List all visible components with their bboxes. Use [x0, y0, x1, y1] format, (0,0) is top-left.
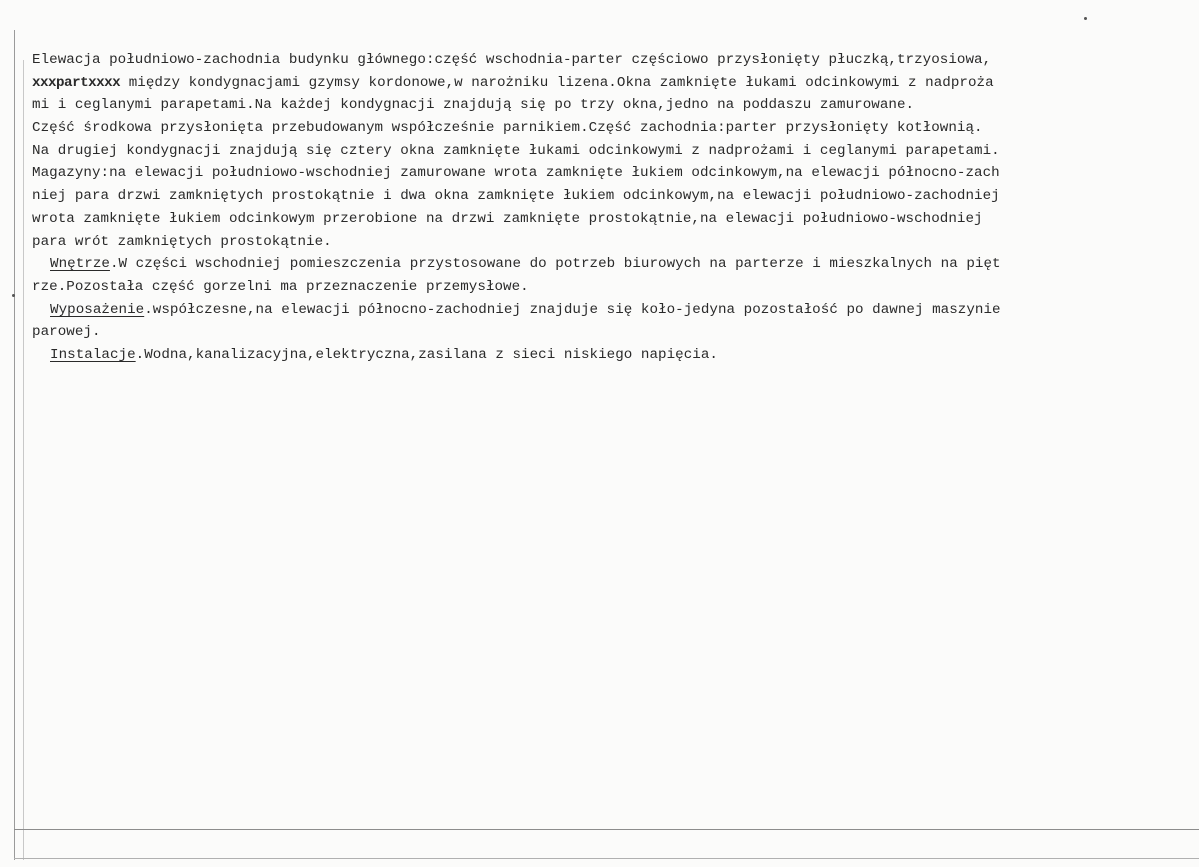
- text-line: Na drugiej kondygnacji znajdują się cztery okna zamknięte łukami odcinkowymi z nadprożami i ceglanymi parapetami.: [32, 142, 1000, 159]
- page-bottom-edge: [14, 858, 1199, 859]
- installations-heading: Instalacje: [50, 346, 136, 363]
- interior-text: .W części wschodniej pomieszczenia przystosowane do potrzeb biurowych na parterze i mieszkalnych na pięt: [109, 256, 1001, 273]
- text-line-content: między kondygnacjami gzymsy kordonowe,w narożniku lizena.Okna zamknięte łukami odcinkowymi z nadproża: [128, 74, 994, 91]
- page-left-edge: [14, 30, 15, 860]
- text-line: Elewacja południowo-zachodnia budynku głównego:część wschodnia-parter częściowo przysłonięty płuczką,trzyosiowa,: [32, 52, 992, 68]
- installations-text: .Wodna,kanalizacyjna,elektryczna,zasilana z sieci niskiego napięcia.: [135, 346, 718, 363]
- margin-speck: [12, 294, 15, 297]
- text-line: mi i ceglanymi parapetami.Na każdej kondygnacji znajdują się po trzy okna,jedno na poddaszu zamurowane.: [32, 97, 915, 114]
- equipment-heading: Wyposażenie: [50, 301, 145, 318]
- interior-heading: Wnętrze: [50, 256, 110, 273]
- page-bottom-rule: [14, 829, 1199, 830]
- equipment-text: .współczesne,na elewacji północno-zachodniej znajduje się koło-jedyna pozostałość po dawnej maszynie: [144, 301, 1001, 318]
- equipment-section: [32, 299, 1192, 322]
- page-left-margin-line: [23, 60, 24, 860]
- text-line: Część środkowa przysłonięta przebudowanym współcześnie parnikiem.Część zachodnia:parter przysłonięty kotłownią.: [32, 120, 983, 137]
- text-line: [32, 72, 1192, 95]
- struck-out-text: xxxpartxxxx: [32, 74, 121, 91]
- text-line: Magazyny:na elewacji południowo-wschodniej zamurowane wrota zamknięte łukiem odcinkowym,na elewacji północno-zach: [32, 165, 1000, 182]
- text-line: niej para drzwi zamkniętych prostokątnie i dwa okna zamknięte łukiem odcinkowym,na elewacji południowo-zachodniej: [32, 188, 1000, 205]
- speck-mark: [1084, 17, 1087, 20]
- text-line: para wrót zamkniętych prostokątnie.: [32, 233, 332, 250]
- text-line: rze.Pozostała część gorzelni ma przeznaczenie przemysłowe.: [32, 278, 529, 295]
- installations-section: [32, 344, 1192, 367]
- text-line: wrota zamknięte łukiem odcinkowym przerobione na drzwi zamknięte prostokątnie,na elewacji południowo-wschodniej: [32, 210, 983, 227]
- document-body: [32, 49, 1192, 367]
- text-line: parowej.: [32, 324, 101, 341]
- interior-section: [32, 253, 1192, 276]
